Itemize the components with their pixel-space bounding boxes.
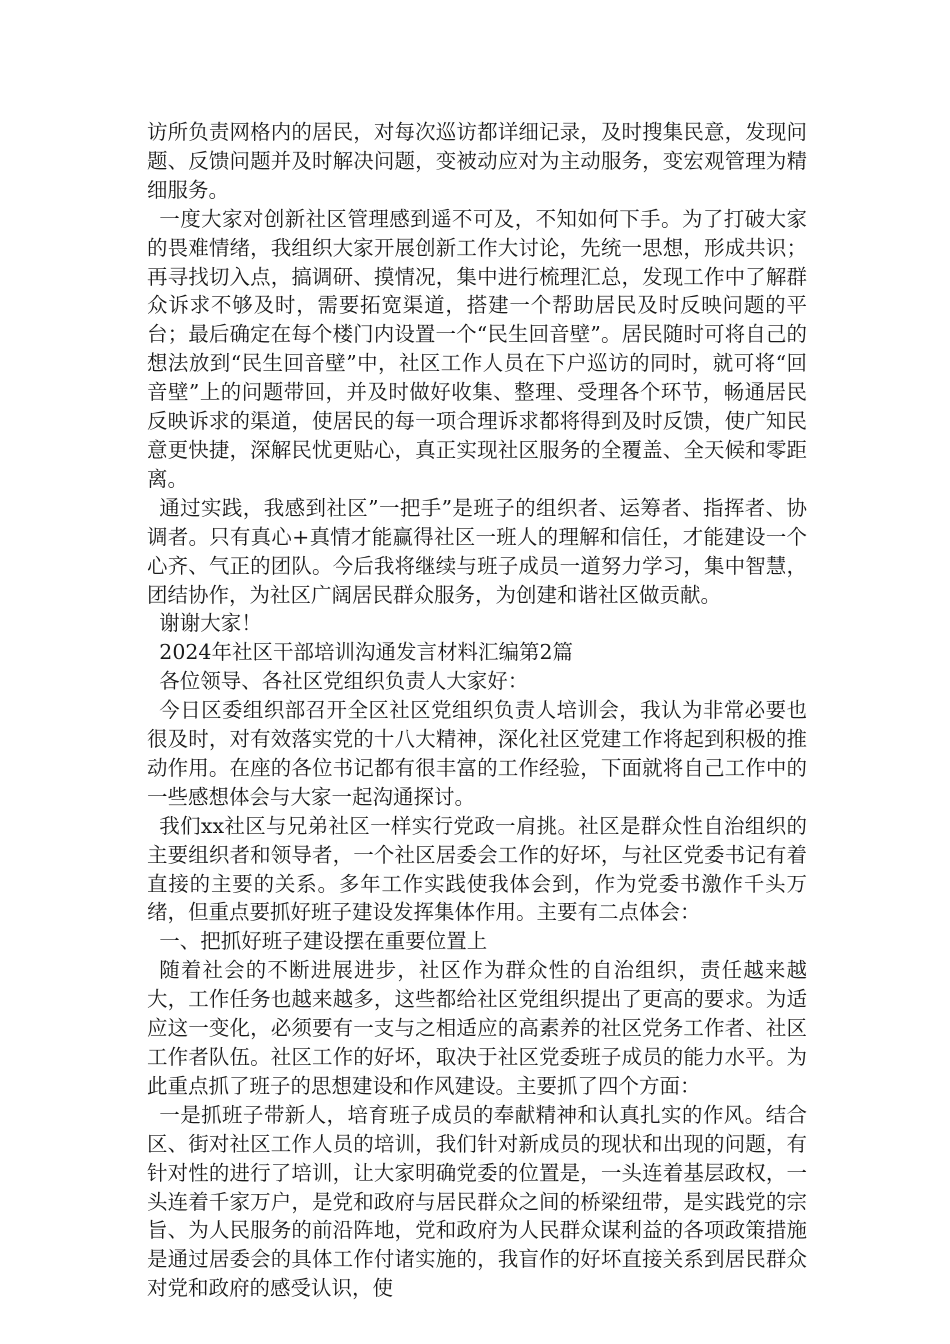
document-page — [147, 118, 807, 1303]
paragraph: 一度大家对创新社区管理感到遥不可及，不知如何下手。为了打破大家的畏难情绪，我组织大家开展创新工作大讨论，先统一思想，形成共识；再寻找切入点，搞调研、摸情况，集中进行梳理汇总，发现工作中了解群众诉求不够及时，需要拓宽渠道，搭建一个帮助居民及时反映问题的平台；最后确定在每个楼门内设置一个“民生回音壁”。居民随时可将自己的想法放到“民生回音壁”中，社区工作人员在下户巡访的同时，就可将“回音壁”上的问题带回，并及时做好收集、整理、受理各个环节，畅通居民反映诉求的渠道，使居民的每一项合理诉求都将得到及时反馈，使广知民意更快捷，深解民忧更贴心，真正实现社区服务的全覆盖、全天候和零距离。 — [147, 206, 807, 491]
paragraph-continuation: 访所负责网格内的居民，对每次巡访都详细记录，及时搜集民意，发现问题、反馈问题并及时解决问题，变被动应对为主动服务，变宏观管理为精细服务。 — [147, 120, 807, 202]
section-title: 2024年社区干部培训沟通发言材料汇编第2篇 — [159, 640, 574, 665]
salutation: 各位领导、各社区党组织负责人大家好： — [159, 669, 529, 694]
paragraph: 我们xx社区与兄弟社区一样实行党政一肩挑。社区是群众性自治组织的主要组织者和领导者，一个社区居委会工作的好坏，与社区党委书记有着直接的主要的关系。多年工作实践使我体会到，作为党委书激作千头万绪，但重点要抓好班子建设发挥集体作用。主要有二点体会： — [147, 813, 807, 925]
paragraph: 今日区委组织部召开全区社区党组织负责人培训会，我认为非常必要也很及时，对有效落实党的十八大精神，深化社区党建工作将起到积极的推动作用。在座的各位书记都有很丰富的工作经验，下面就将自己工作中的一些感想体会与大家一起沟通探讨。 — [147, 698, 807, 809]
paragraph: 一是抓班子带新人，培育班子成员的奉献精神和认真扎实的作风。结合区、街对社区工作人员的培训，我们针对新成员的现状和出现的问题，有针对性的进行了培训，让大家明确党委的位置是，一头连着基层政权，一头连着千家万户，是党和政府与居民群众之间的桥梁纽带，是实践党的宗旨、为人民服务的前沿阵地，党和政府为人民群众谋利益的各项政策措施是通过居委会的具体工作付诸实施的，我盲作的好坏直接关系到居民群众对党和政府的感受认识，使 — [147, 1102, 807, 1301]
paragraph: 随着社会的不断进展进步，社区作为群众性的自治组织，责任越来越大，工作任务也越来越多，这些都给社区党组织提出了更高的要求。为适应这一变化，必须要有一支与之相适应的高素养的社区党务工作者、社区工作者队伍。社区工作的好坏，取决于社区党委班子成员的能力水平。为此重点抓了班子的思想建设和作风建设。主要抓了四个方面： — [147, 958, 807, 1098]
subheading: 一、把抓好班子建设摆在重要位置上 — [159, 929, 488, 954]
closing-thanks: 谢谢大家！ — [159, 611, 262, 636]
paragraph: 通过实践，我感到社区”一把手”是班子的组织者、运筹者、指挥者、协调者。只有真心+真情才能赢得社区一班人的理解和信任，才能建设一个心齐、气正的团队。今后我将继续与班子成员一道努力学习，集中智慧，团结协作，为社区广阔居民群众服务，为创建和谐社区做贡献。 — [147, 495, 807, 607]
